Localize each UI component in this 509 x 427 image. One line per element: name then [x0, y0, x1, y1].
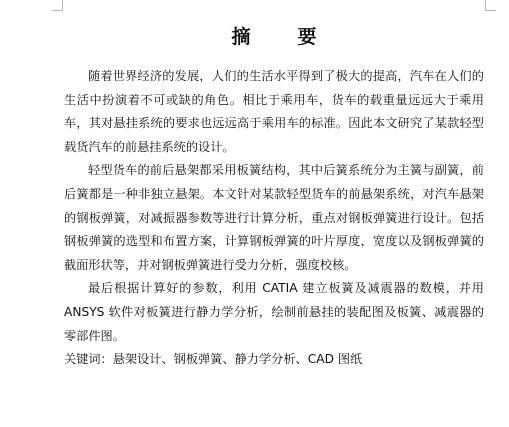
- crop-mark-top-right: [485, 0, 496, 11]
- crop-mark-top-left: [52, 0, 63, 11]
- keywords-line: 关键词：悬架设计、钢板弹簧、静力学分析、CAD 图纸: [64, 352, 363, 367]
- abstract-paragraph-1: 随着世界经济的发展，人们的生活水平得到了极大的提高，汽车在人们的生活中扮演着不可或缺的角色。相比于乘用车，货车的载重量远远大于乘用车，其对悬挂系统的要求也远远高于乘用车的标准。因此本文研究了某款轻型载货汽车的前悬挂系统的设计。: [64, 69, 484, 154]
- abstract-paragraph-2: 轻型货车的前后悬架都采用板簧结构，其中后簧系统分为主簧与副簧，前后簧都是一种非独立悬架。本文针对某款轻型货车的前悬架系统，对汽车悬架的钢板弹簧，对减振器参数等进行计算分析，重点对钢板弹簧进行设计。包括钢板弹簧的选型和布置方案，计算钢板弹簧的叶片厚度，宽度以及钢板弹簧的截面形状等，并对钢板弹簧进行受力分析，强度校核。: [64, 163, 484, 272]
- abstract-paragraph-3: 最后根据计算好的参数，利用 CATIA 建立板簧及减震器的数模，并用 ANSYS 软件对板簧进行静力学分析，绘制前悬挂的装配图及板簧、减震器的零部件图。: [64, 281, 484, 343]
- page-title: 摘 要: [231, 26, 331, 48]
- document-page: [64, 24, 484, 372]
